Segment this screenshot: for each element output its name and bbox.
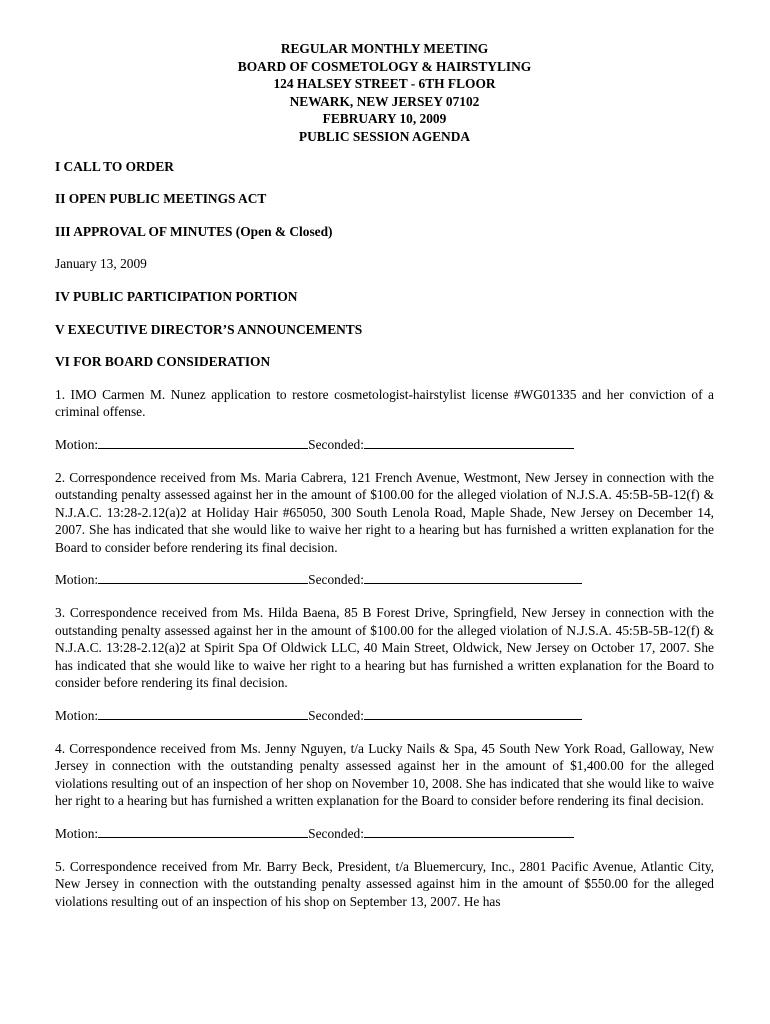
seconded-blank bbox=[364, 707, 582, 720]
seconded-label: Seconded: bbox=[308, 708, 364, 724]
section-executive-director-announcements: V EXECUTIVE DIRECTOR’S ANNOUNCEMENTS bbox=[55, 321, 363, 337]
motion-label: Motion: bbox=[55, 436, 99, 452]
section-open-public-meetings-act: II OPEN PUBLIC MEETINGS ACT bbox=[55, 191, 267, 207]
motion-label: Motion: bbox=[55, 708, 99, 724]
motion-blank bbox=[98, 571, 308, 584]
seconded-blank bbox=[364, 436, 574, 449]
section-approval-of-minutes: III APPROVAL OF MINUTES (Open & Closed) bbox=[55, 223, 333, 239]
agenda-item-5: 5. Correspondence received from Mr. Barry Beck, President, t/a Bluemercury, Inc., 2801 Pacific Avenue, Atlantic City, New Jersey in connection with the outstanding penalty assessed against him in the amount of $550.00 for the alleged violations resulting out of an inspection of his shop on September 13, 2007. He has bbox=[55, 858, 714, 909]
motion-label: Motion: bbox=[55, 572, 99, 588]
motion-blank bbox=[98, 707, 308, 720]
header-meeting-type: REGULAR MONTHLY MEETING bbox=[280, 41, 489, 56]
motion-line-1 bbox=[55, 436, 714, 454]
motion-blank bbox=[98, 436, 308, 449]
header-city-state: NEWARK, NEW JERSEY 07102 bbox=[289, 93, 480, 109]
section-public-participation: IV PUBLIC PARTICIPATION PORTION bbox=[55, 288, 298, 304]
header-agenda-title: PUBLIC SESSION AGENDA bbox=[298, 128, 471, 144]
agenda-item-1: 1. IMO Carmen M. Nunez application to restore cosmetologist-hairstylist license #WG01335 and her conviction of a criminal offense. bbox=[55, 386, 714, 420]
agenda-item-4: 4. Correspondence received from Ms. Jenny Nguyen, t/a Lucky Nails & Spa, 45 South New York Road, Galloway, New Jersey in connection with the outstanding penalty assessed against her in the amount of $1,400.00 for the alleged violations resulting out of an inspection of her shop on November 10, 2008. She has indicated that she would like to waive her right to a hearing but has furnished a written explanation for the Board to consider before rendering its final decision. bbox=[55, 740, 714, 809]
header-date: FEBRUARY 10, 2009 bbox=[322, 111, 447, 127]
agenda-item-2: 2. Correspondence received from Ms. Maria Cabrera, 121 French Avenue, Westmont, New Jersey in connection with the outstanding penalty assessed against her in the amount of $100.00 for the alleged violation of N.J.S.A. 45:5B-5B-12(f) & N.J.A.C. 13:28-2.12(a)2 at Holiday Hair #65050, 300 South Lenola Road, Maple Shade, New Jersey on December 14, 2007. She has indicated that she would like to waive her right to a hearing but has furnished a written explanation for the Board to consider before rendering its final decision. bbox=[55, 469, 714, 555]
section-call-to-order: I CALL TO ORDER bbox=[55, 158, 174, 174]
seconded-blank bbox=[364, 571, 582, 584]
seconded-blank bbox=[364, 825, 574, 838]
seconded-label: Seconded: bbox=[308, 826, 364, 841]
motion-line-2 bbox=[55, 571, 714, 589]
header-street-address: 124 HALSEY STREET - 6TH FLOOR bbox=[273, 76, 496, 92]
document-header bbox=[55, 40, 714, 146]
motion-blank bbox=[98, 825, 308, 838]
motion-label: Motion: bbox=[55, 826, 99, 841]
agenda-item-3: 3. Correspondence received from Ms. Hilda Baena, 85 B Forest Drive, Springfield, New Jersey in connection with the outstanding penalty assessed against her in the amount of $100.00 for the alleged violation of N.J.S.A. 45:5B-5B-12(f) & N.J.A.C. 13:28-2.12(a)2 at Spirit Spa Of Oldwick LLC, 40 Main Street, Oldwick, New Jersey on October 17, 2007. She has indicated that she would like to waive her right to a hearing but has furnished a written explanation for the Board to consider before rendering its final decision. bbox=[55, 605, 714, 691]
motion-line-3 bbox=[55, 707, 714, 725]
header-board-name: BOARD OF COSMETOLOGY & HAIRSTYLING bbox=[237, 58, 532, 74]
motion-line-4 bbox=[55, 825, 714, 843]
minutes-date: January 13, 2009 bbox=[55, 256, 147, 272]
seconded-label: Seconded: bbox=[308, 436, 364, 452]
seconded-label: Seconded: bbox=[308, 572, 364, 588]
section-board-consideration: VI FOR BOARD CONSIDERATION bbox=[55, 354, 271, 370]
